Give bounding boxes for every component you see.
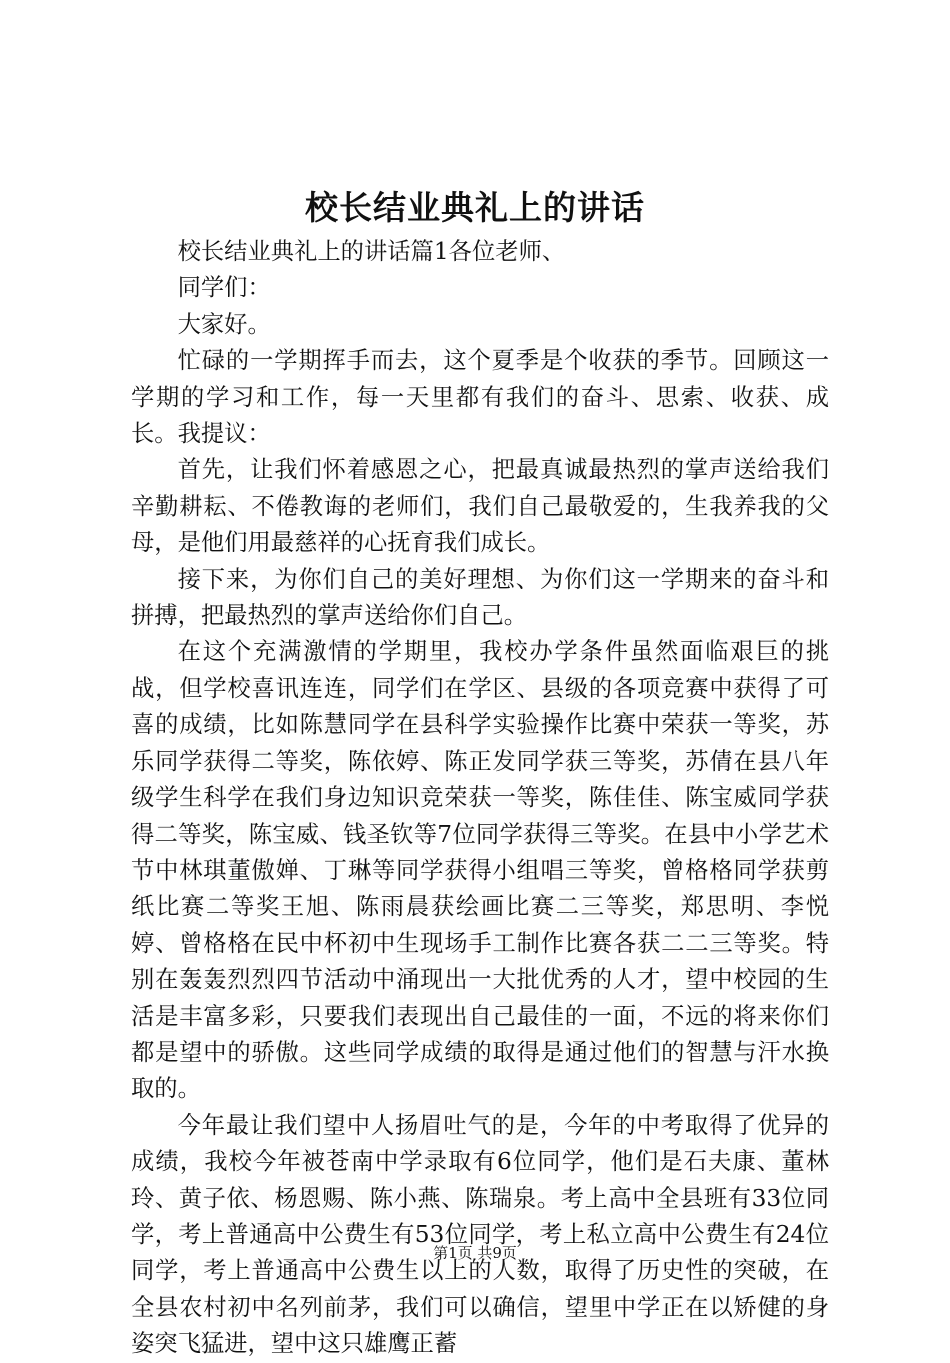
paragraph-3: 大家好。 — [177, 310, 271, 338]
paragraph-1: 校长结业典礼上的讲话篇1各位老师、 — [177, 238, 566, 265]
page-number-footer: 第1页 共9页 — [433, 1244, 517, 1262]
paragraph-5: 首先，让我们怀着感恩之心，把最真诚最热烈的掌声送给我们辛勤耕耘、不倦教诲的老师们，我们自己最敬爱的，生我养我的父母，是他们用最慈祥的心抚育我们成长。 — [131, 456, 829, 557]
document-title: 校长结业典礼上的讲话 — [305, 188, 645, 227]
paragraph-6: 接下来，为你们自己的美好理想、为你们这一学期来的奋斗和拼搏，把最热烈的掌声送给你们自己。 — [131, 565, 829, 630]
paragraph-2: 同学们： — [177, 274, 271, 302]
paragraph-8: 今年最让我们望中人扬眉吐气的是，今年的中考取得了优异的成绩，我校今年被苍南中学录取有6位同学，他们是石夫康、董林玲、黄子依、杨恩赐、陈小燕、陈瑞泉。考上高中全县班有33位同学，考上普通高中公费生有53位同学，考上私立高中公费生有24位同学，考上普通高中公费生以上的人数，取得了历史性的突破，在全县农村初中名列前茅，我们可以确信，望里中学正在以矫健的身姿突飞猛进，望中这只雄鹰正蓄 — [131, 1111, 829, 1358]
document-body — [131, 234, 829, 1363]
paragraph-7: 在这个充满激情的学期里，我校办学条件虽然面临艰巨的挑战，但学校喜讯连连，同学们在学区、县级的各项竞赛中获得了可喜的成绩，比如陈慧同学在县科学实验操作比赛中荣获一等奖，苏乐同学获得二等奖，陈依婷、陈正发同学获三等奖，苏倩在县八年级学生科学在我们身边知识竞荣获一等奖，陈佳佳、陈宝威同学获得二等奖，陈宝威、钱圣钦等7位同学获得三等奖。在县中小学艺术节中林琪董傲婵、丁琳等同学获得小组唱三等奖，曾格格同学获剪纸比赛二等奖王旭、陈雨晨获绘画比赛二三等奖，郑思明、李悦婷、曾格格在民中杯初中生现场手工制作比赛各获二二三等奖。特别在轰轰烈烈四节活动中涌现出一大批优秀的人才，望中校园的生活是丰富多彩，只要我们表现出自己最佳的一面，不远的将来你们都是望中的骄傲。这些同学成绩的取得是通过他们的智慧与汗水换取的。 — [131, 638, 829, 1103]
paragraph-4: 忙碌的一学期挥手而去，这个夏季是个收获的季节。回顾这一学期的学习和工作，每一天里都有我们的奋斗、思索、收获、成长。我提议： — [131, 347, 829, 448]
